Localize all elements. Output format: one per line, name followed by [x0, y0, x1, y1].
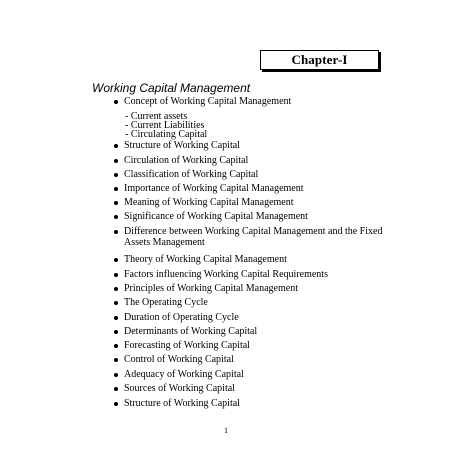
bullet-icon [114, 287, 118, 291]
bullet-icon [114, 144, 118, 148]
bullet-icon [114, 301, 118, 305]
sub-list-item: - Current assets [125, 111, 188, 122]
bullet-icon [114, 201, 118, 205]
list-item: Sources of Working Capital [124, 383, 235, 394]
sub-list-item: - Circulating Capital [125, 129, 208, 140]
page-number: 1 [224, 426, 228, 435]
section-title: Working Capital Management [92, 81, 251, 95]
list-item: Structure of Working Capital [124, 398, 240, 409]
list-item: Importance of Working Capital Management [124, 183, 304, 194]
list-item: Determinants of Working Capital [124, 326, 258, 337]
list-item: Concept of Working Capital Management [124, 96, 292, 107]
list-item: Significance of Working Capital Management [124, 211, 308, 222]
bullet-icon [114, 273, 118, 277]
bullet-icon [114, 187, 118, 191]
bullet-icon [114, 358, 118, 362]
list-item: Duration of Operating Cycle [124, 312, 239, 323]
list-item: Factors influencing Working Capital Requirements [124, 269, 328, 280]
bullet-icon [114, 402, 118, 406]
list-item: Control of Working Capital [124, 354, 234, 365]
bullet-icon [114, 373, 118, 377]
list-item: Difference between Working Capital Management and the Fixed Assets Management [124, 226, 383, 248]
list-item: Meaning of Working Capital Management [124, 197, 294, 208]
list-item: Circulation of Working Capital [124, 155, 249, 166]
bullet-icon [114, 258, 118, 262]
chapter-label-box [260, 50, 379, 70]
bullet-icon [114, 330, 118, 334]
bullet-icon [114, 215, 118, 219]
list-item: Classification of Working Capital [124, 169, 259, 180]
bullet-icon [114, 387, 118, 391]
sub-list-item: - Current Liabilities [125, 120, 205, 131]
bullet-icon [114, 230, 118, 234]
list-item: Adequacy of Working Capital [124, 369, 244, 380]
list-item: Forecasting of Working Capital [124, 340, 250, 351]
list-item: Theory of Working Capital Management [124, 254, 287, 265]
list-item: Structure of Working Capital [124, 140, 240, 151]
bullet-icon [114, 100, 118, 104]
chapter-label: Chapter-I [291, 52, 348, 67]
bullet-icon [114, 344, 118, 348]
bullet-icon [114, 159, 118, 163]
list-item: The Operating Cycle [124, 297, 208, 308]
bullet-icon [114, 173, 118, 177]
list-item: Principles of Working Capital Management [124, 283, 298, 294]
bullet-icon [114, 316, 118, 320]
